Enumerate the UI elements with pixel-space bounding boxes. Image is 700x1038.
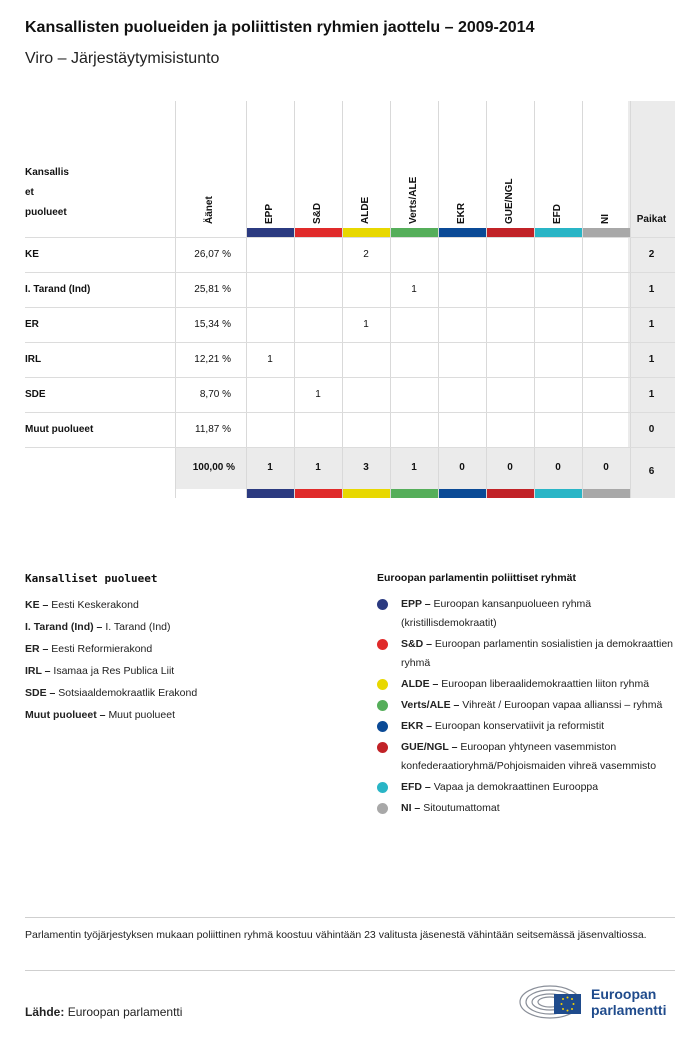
party-legend-name: Sotsiaaldemokraatlik Erakond xyxy=(58,687,198,699)
group-header-0-wrap xyxy=(246,109,294,229)
group-header-1-label: S&D xyxy=(312,202,323,224)
group-header-0-label: EPP xyxy=(264,203,275,224)
group-header-5 xyxy=(486,101,534,237)
group-legend-abbr: S&D xyxy=(401,638,424,650)
party-legend-item xyxy=(25,660,355,682)
row-party: I. Tarand (Ind) xyxy=(25,284,91,295)
group-color-dot-icon xyxy=(377,742,388,753)
group-legend-abbr: EPP xyxy=(401,598,422,610)
corner-label-line: Kansallis xyxy=(25,167,69,178)
total-group-seats: 1 xyxy=(267,462,273,473)
party-legend-name: Eesti Keskerakond xyxy=(51,599,139,611)
group-legend-item xyxy=(377,799,677,818)
page-title: Kansallisten puolueiden ja poliittisten ryhmien jaottelu – 2009-2014 xyxy=(25,19,535,36)
seats-header: Paikat xyxy=(636,214,667,225)
group-header-6-label: EFD xyxy=(552,204,563,224)
row-votes: 8,70 % xyxy=(199,389,231,400)
row-group-seats: 1 xyxy=(363,319,369,330)
group-header-6 xyxy=(534,101,582,237)
row-seats: 1 xyxy=(648,284,655,295)
group-color-dot-icon xyxy=(377,679,388,690)
group-color-dot-icon xyxy=(377,782,388,793)
separator: – xyxy=(39,599,52,611)
total-group-seats: 1 xyxy=(315,462,321,473)
row-seats: 0 xyxy=(648,424,655,435)
total-votes: 100,00 % xyxy=(192,462,235,473)
group-legend-name: Euroopan parlamentin sosialistien ja demokraattien ryhmä xyxy=(401,638,673,669)
row-votes: 15,34 % xyxy=(194,319,231,330)
group-color-bar-top xyxy=(247,228,294,237)
separator: – xyxy=(422,781,434,793)
row-seats: 2 xyxy=(648,249,655,260)
group-color-dot-icon xyxy=(377,803,388,814)
source-value: Euroopan parlamentti xyxy=(67,1005,183,1019)
group-legend-item xyxy=(377,778,677,797)
party-legend-item xyxy=(25,682,355,704)
separator: – xyxy=(423,720,435,732)
row-group-seats: 1 xyxy=(411,284,417,295)
separator: – xyxy=(46,687,59,699)
group-legend-name: Euroopan kansanpuolueen ryhmä (kristillisdemokraatit) xyxy=(401,598,592,629)
group-color-bar-top xyxy=(391,228,438,237)
separator: – xyxy=(448,741,461,753)
group-color-bar-bottom xyxy=(247,489,294,498)
group-color-bar-top xyxy=(535,228,582,237)
separator: – xyxy=(423,638,435,650)
party-legend-abbr: ER xyxy=(25,643,40,655)
group-legend xyxy=(377,572,677,820)
group-header-1 xyxy=(294,101,342,237)
separator: – xyxy=(39,643,52,655)
group-legend-abbr: EKR xyxy=(401,720,424,732)
group-header-0 xyxy=(246,101,294,237)
row-seats: 1 xyxy=(648,354,655,365)
ep-logo-icon xyxy=(518,980,588,1020)
party-legend-abbr: IRL xyxy=(25,665,42,677)
logo-wordmark xyxy=(591,986,666,1018)
row-divider xyxy=(25,447,675,448)
source-line xyxy=(25,1005,182,1019)
corner-label-line: et xyxy=(25,187,34,198)
group-legend-item xyxy=(377,595,677,633)
party-legend-abbr: KE xyxy=(25,599,40,611)
separator: – xyxy=(411,802,424,814)
corner-label xyxy=(25,163,95,223)
total-group-seats: 0 xyxy=(555,462,561,473)
group-legend-item xyxy=(377,635,677,673)
group-header-6-wrap xyxy=(534,109,582,229)
party-legend-abbr: I. Tarand (Ind) xyxy=(25,621,94,633)
group-legend-name: Vapaa ja demokraattinen Eurooppa xyxy=(433,781,599,793)
row-party: KE xyxy=(25,249,39,260)
total-group-seats: 3 xyxy=(363,462,369,473)
group-header-1-wrap xyxy=(294,109,342,229)
total-group-seats: 0 xyxy=(603,462,609,473)
party-legend-name: Muut puolueet xyxy=(108,709,175,721)
group-header-5-wrap xyxy=(486,109,534,229)
ep-logo xyxy=(518,980,678,1020)
group-color-bar-top xyxy=(487,228,534,237)
group-legend-abbr: NI xyxy=(401,802,412,814)
total-group-seats: 0 xyxy=(507,462,513,473)
party-legend-heading: Kansalliset puolueet xyxy=(25,572,158,585)
group-color-bar-top xyxy=(295,228,342,237)
row-party: Muut puolueet xyxy=(25,424,94,435)
logo-line2: parlamentti xyxy=(591,1002,667,1018)
group-header-3 xyxy=(390,101,438,237)
group-legend-name: Sitoutumattomat xyxy=(423,802,500,814)
group-header-2 xyxy=(342,101,390,237)
party-legend-name: Eesti Reformierakond xyxy=(51,643,153,655)
separator: – xyxy=(429,678,442,690)
group-legend-abbr: Verts/ALE xyxy=(401,699,451,711)
group-legend-abbr: EFD xyxy=(401,781,422,793)
group-header-5-label: GUE/NGL xyxy=(504,178,515,224)
separator: – xyxy=(41,665,54,677)
party-legend-item xyxy=(25,638,355,660)
group-legend-item xyxy=(377,696,677,715)
group-legend-abbr: ALDE xyxy=(401,678,430,690)
group-color-bar-bottom xyxy=(391,489,438,498)
group-color-bar-top xyxy=(583,228,630,237)
row-seats: 1 xyxy=(648,319,655,330)
corner-label-line: puolueet xyxy=(25,207,67,218)
row-votes: 25,81 % xyxy=(194,284,231,295)
group-legend-item xyxy=(377,675,677,694)
total-seats: 6 xyxy=(648,466,655,477)
row-party: SDE xyxy=(25,389,46,400)
group-color-bar-top xyxy=(343,228,390,237)
group-header-7 xyxy=(582,101,630,237)
row-party: IRL xyxy=(25,354,42,365)
total-group-seats: 1 xyxy=(411,462,417,473)
group-legend-name: Euroopan yhtyneen vasemmiston konfederaatioryhmä/Pohjoismaiden vihreä vasemmisto xyxy=(401,741,657,772)
votes-header-label: Äänet xyxy=(204,196,215,224)
row-group-seats: 1 xyxy=(315,389,321,400)
group-color-bar-top xyxy=(439,228,486,237)
group-header-7-label: NI xyxy=(600,214,611,224)
party-legend xyxy=(25,572,355,726)
row-seats: 1 xyxy=(648,389,655,400)
row-party: ER xyxy=(25,319,39,330)
divider xyxy=(25,970,675,971)
row-votes: 26,07 % xyxy=(194,249,231,260)
separator: – xyxy=(93,621,106,633)
group-color-bar-bottom xyxy=(535,489,582,498)
group-color-dot-icon xyxy=(377,721,388,732)
party-legend-name: Isamaa ja Res Publica Liit xyxy=(53,665,175,677)
group-header-4-wrap xyxy=(438,109,486,229)
group-legend-item xyxy=(377,717,677,736)
page-subtitle: Viro – Järjestäytymisistunto xyxy=(25,50,220,67)
group-legend-name: Euroopan konservatiivit ja reformistit xyxy=(434,720,605,732)
divider xyxy=(25,917,675,918)
group-legend-name: Euroopan liberaalidemokraattien liiton ryhmä xyxy=(441,678,650,690)
group-color-bar-bottom xyxy=(439,489,486,498)
group-color-bar-bottom xyxy=(295,489,342,498)
party-legend-name: I. Tarand (Ind) xyxy=(105,621,171,633)
group-legend-name: Vihreät / Euroopan vapaa allianssi – ryhmä xyxy=(462,699,663,711)
party-legend-abbr: Muut puolueet xyxy=(25,709,97,721)
footnote: Parlamentin työjärjestyksen mukaan poliittinen ryhmä koostuu vähintään 23 valitusta jäsenestä vähintään seitsemässä jäsenvaltiossa. xyxy=(25,929,647,941)
separator: – xyxy=(96,709,109,721)
group-header-2-label: ALDE xyxy=(360,196,371,224)
group-header-2-wrap xyxy=(342,109,390,229)
group-header-3-wrap xyxy=(390,109,438,229)
group-color-dot-icon xyxy=(377,700,388,711)
group-header-7-wrap xyxy=(582,109,630,229)
total-group-seats: 0 xyxy=(459,462,465,473)
party-legend-item xyxy=(25,594,355,616)
party-legend-item xyxy=(25,616,355,638)
group-legend-heading: Euroopan parlamentin poliittiset ryhmät xyxy=(377,572,576,584)
row-votes: 12,21 % xyxy=(194,354,231,365)
group-legend-item xyxy=(377,738,677,776)
group-color-bar-bottom xyxy=(343,489,390,498)
row-group-seats: 1 xyxy=(267,354,273,365)
group-color-dot-icon xyxy=(377,599,388,610)
group-legend-abbr: GUE/NGL xyxy=(401,741,449,753)
group-header-3-label: Verts/ALE xyxy=(408,176,419,224)
group-header-4-label: EKR xyxy=(456,202,467,224)
group-color-bar-bottom xyxy=(487,489,534,498)
party-legend-item xyxy=(25,704,355,726)
votes-header xyxy=(175,101,245,237)
separator: – xyxy=(421,598,434,610)
separator: – xyxy=(450,699,463,711)
row-votes: 11,87 % xyxy=(195,424,231,435)
group-color-bar-bottom xyxy=(583,489,630,498)
row-group-seats: 2 xyxy=(363,249,369,260)
source-label: Lähde: xyxy=(25,1005,65,1019)
logo-line1: Euroopan xyxy=(591,986,657,1002)
party-legend-abbr: SDE xyxy=(25,687,47,699)
group-header-4 xyxy=(438,101,486,237)
votes-header-wrap xyxy=(175,109,245,229)
group-color-dot-icon xyxy=(377,639,388,650)
